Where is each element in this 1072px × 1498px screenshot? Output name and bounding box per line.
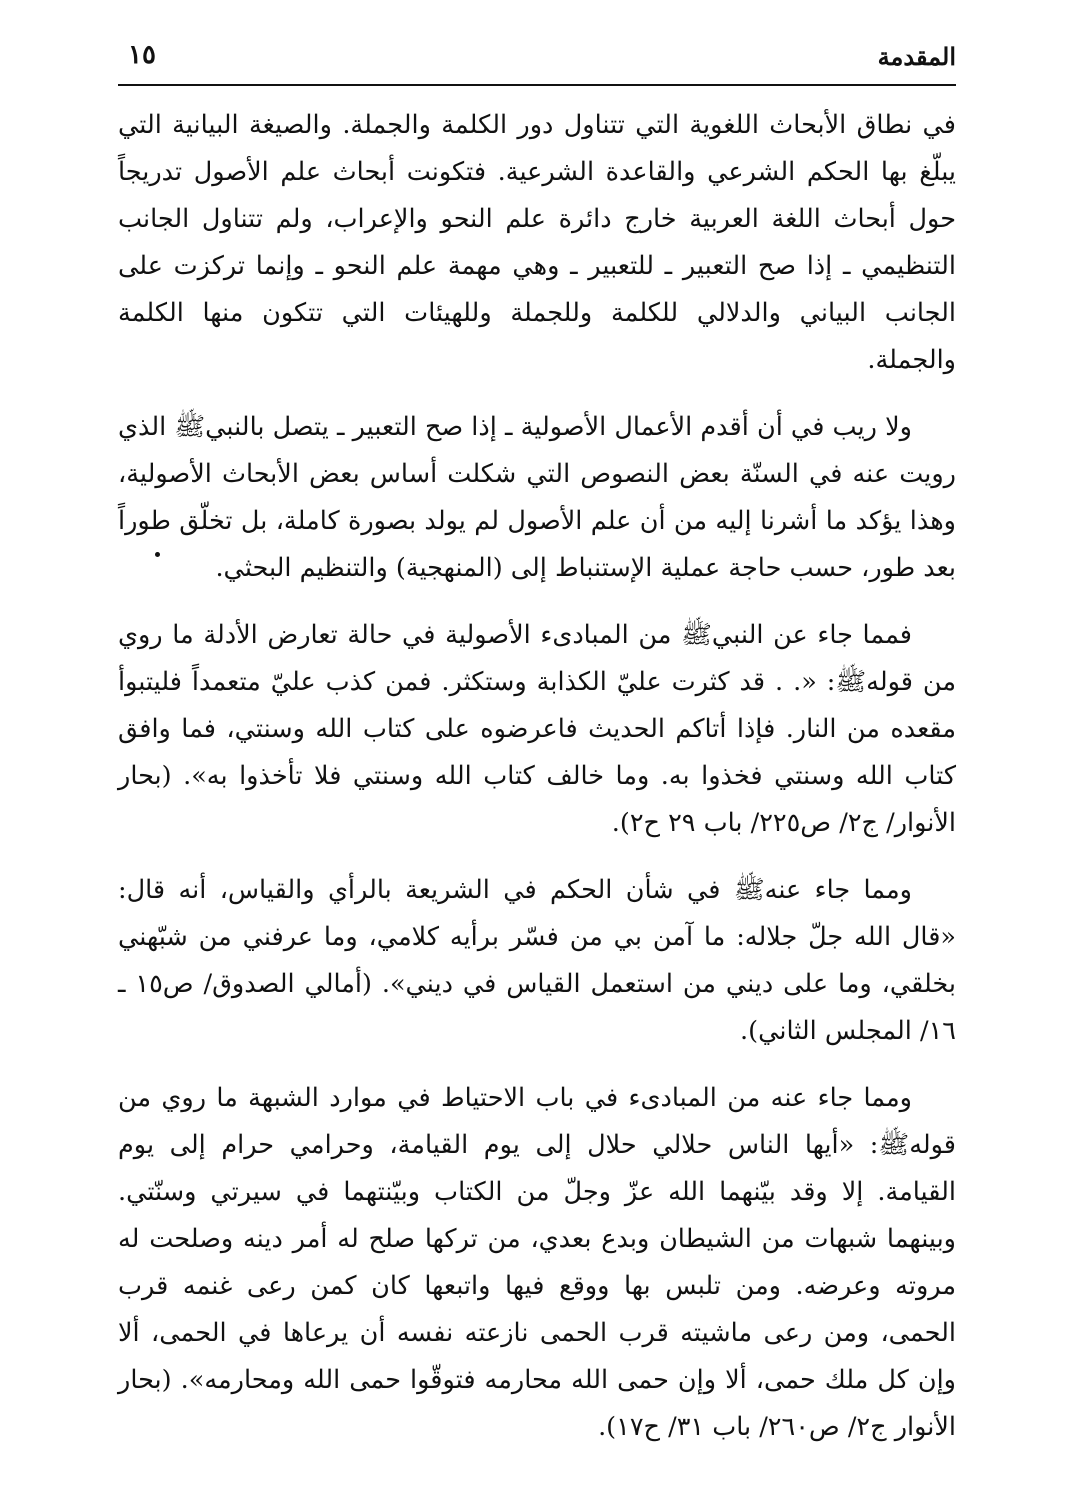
page-header bbox=[118, 38, 956, 82]
page-number: ١٥ bbox=[128, 40, 156, 70]
paragraph-2: ولا ريب في أن أقدم الأعمال الأصولية ـ إذا صح التعبير ـ يتصل بالنبيﷺ الذي رويت عنه في السنّة بعض النصوص التي شكلت أساس بعض الأبحاث الأصولية، وهذا يؤكد ما أشرنا إليه من أن علم الأصول لم يولد بصورة كاملة، بل تخلّق طوراً بعد طور، حسب حاجة عملية الإستنباط إلى (المنهجية) والتنظيم البحثي. bbox=[118, 412, 956, 583]
page-body bbox=[118, 102, 956, 1451]
book-page bbox=[118, 38, 956, 1471]
paragraph-5: ومما جاء عنه من المبادىء في باب الاحتياط في موارد الشبهة ما روي من قولهﷺ: «أيها الناس حلالي حلال إلى يوم القيامة، وحرامي حرام إلى يوم القيامة. إلا وقد بيّنهما الله عزّ وجلّ من الكتاب وبيّنتهما في سيرتي وسنّتي. وبينهما شبهات من الشيطان وبدع بعدي، من تركها صلح له أمر دينه وصلحت له مروته وعرضه. ومن تلبس بها ووقع فيها واتبعها كان كمن رعى غنمه قرب الحمى، ومن رعى ماشيته قرب الحمى نازعته نفسه أن يرعاها في الحمى، ألا وإن كل ملك حمى، ألا وإن حمى الله محارمه فتوقّوا حمى الله ومحارمه». (بحار الأنوار ج٢/ ص٢٦٠/ باب ٣١/ ح١٧). bbox=[118, 1083, 956, 1442]
chapter-title: المقدمة bbox=[877, 42, 956, 71]
paragraph-1: في نطاق الأبحاث اللغوية التي تتناول دور الكلمة والجملة. والصيغة البيانية التي يبلّغ بها الحكم الشرعي والقاعدة الشرعية. فتكونت أبحاث علم الأصول تدريجاً حول أبحاث اللغة العربية خارج دائرة علم النحو والإعراب، ولم تتناول الجانب التنظيمي ـ إذا صح التعبير ـ للتعبير ـ وهي مهمة علم النحو ـ وإنما تركزت على الجانب البياني والدلالي للكلمة وللجملة وللهيئات التي تتكون منها الكلمة والجملة. bbox=[118, 110, 956, 375]
paragraph-3: فمما جاء عن النبيﷺ من المبادىء الأصولية في حالة تعارض الأدلة ما روي من قولهﷺ: «. . قد كثرت عليّ الكذابة وستكثر. فمن كذب عليّ متعمداً فليتبوأ مقعده من النار. فإذا أتاكم الحديث فاعرضوه على كتاب الله وسنتي، فما وافق كتاب الله وسنتي فخذوا به. وما خالف كتاب الله وسنتي فلا تأخذوا به». (بحار الأنوار/ ج٢/ ص٢٢٥/ باب ٢٩ ح٢). bbox=[118, 620, 956, 838]
stray-dot bbox=[155, 552, 160, 557]
paragraph-4: ومما جاء عنهﷺ في شأن الحكم في الشريعة بالرأي والقياس، أنه قال: «قال الله جلّ جلاله: ما آمن بي من فسّر برأيه كلامي، وما عرفني من شبّهني بخلقي، وما على ديني من استعمل القياس في ديني». (أمالي الصدوق/ ص١٥ ـ ١٦/ المجلس الثاني). bbox=[118, 875, 956, 1046]
header-rule bbox=[118, 84, 956, 86]
